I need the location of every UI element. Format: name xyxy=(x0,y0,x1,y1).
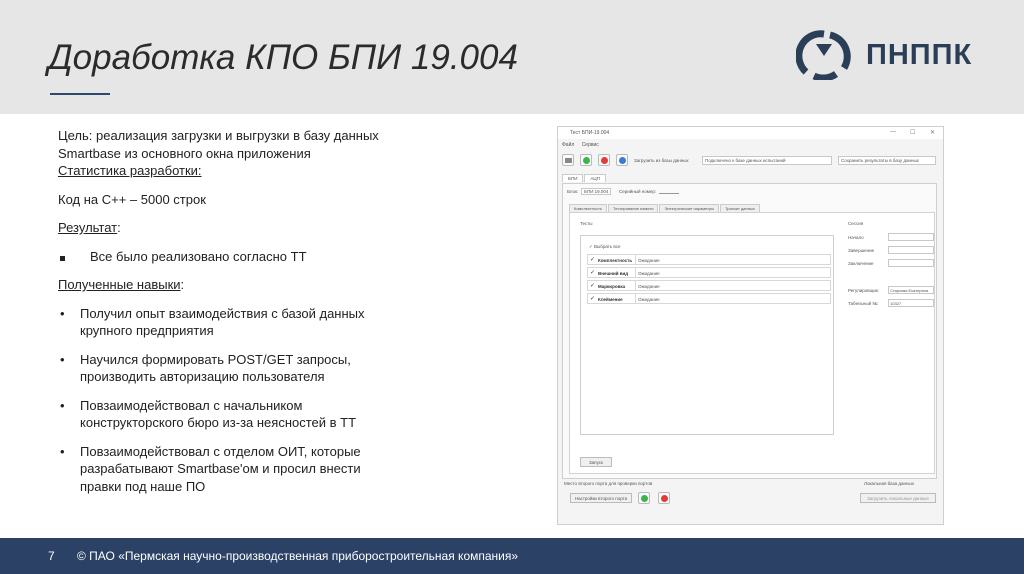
check-icon: ✓ xyxy=(590,296,596,302)
test-row xyxy=(587,280,831,291)
select-all-checkbox: ✓ Выбрать все xyxy=(589,244,621,249)
tests-box xyxy=(580,235,834,435)
slide-footer xyxy=(0,538,1024,574)
test-status: Ожидание xyxy=(638,284,660,289)
minimize-icon: — xyxy=(890,129,896,135)
tests-panel xyxy=(569,212,935,474)
device-panel xyxy=(562,183,937,479)
slide-title: Доработка КПО БПИ 19.004 xyxy=(48,38,518,77)
stats-heading: Статистика разработки: xyxy=(58,163,202,178)
test-name: Внешний вид xyxy=(598,271,629,276)
bottom-area xyxy=(562,481,940,523)
check-icon: ✓ xyxy=(590,283,596,289)
test-status: Ожидание xyxy=(638,258,660,263)
tab-number-label: Табельный №: xyxy=(848,301,879,306)
session-start-field xyxy=(888,233,934,241)
copyright-text: © ПАО «Пермская научно-производственная приборостроительная компания» xyxy=(77,549,519,563)
skill-line: крупного предприятия xyxy=(80,323,214,338)
tests-label: Тесты xyxy=(580,221,593,226)
slide-header xyxy=(0,0,1024,114)
stop-icon xyxy=(598,154,610,166)
tab-completeness: Комплектность xyxy=(569,204,607,212)
session-label: Сессия xyxy=(848,221,864,226)
local-db-label: Локальная база данных xyxy=(864,481,914,486)
load-local-data-button: Загрузить локальные данные xyxy=(860,493,936,503)
test-row xyxy=(587,293,831,304)
test-status: Ожидание xyxy=(638,271,660,276)
bullet-mark: • xyxy=(60,351,65,367)
code-line: Код на С++ – 5000 строк xyxy=(58,191,206,207)
test-row xyxy=(587,267,831,278)
skill-line: правки под наше ПО xyxy=(80,478,206,494)
app-screenshot xyxy=(557,126,944,525)
maximize-icon: ☐ xyxy=(910,130,916,136)
session-conclusion-label: Заключение xyxy=(848,261,874,266)
goal-line-2: Smartbase из основного окна приложения xyxy=(58,145,311,161)
skill-line: Повзаимодействовал с отделом ОИТ, которые xyxy=(80,443,361,459)
skill-line: конструкторского бюро из-за неясностей в ТТ xyxy=(80,415,357,430)
tab-number-field: 10327 xyxy=(888,299,934,307)
skill-item xyxy=(58,305,458,340)
globe-icon xyxy=(616,154,628,166)
second-port-label: Место второго порта для проверки портов xyxy=(564,481,653,486)
app-menubar xyxy=(562,142,605,148)
bullet-mark: • xyxy=(60,397,65,413)
app-titlebar xyxy=(558,127,943,139)
page-number: 7 xyxy=(48,549,55,563)
skill-line: производить авторизацию пользователя xyxy=(80,369,325,384)
skill-item xyxy=(58,443,458,496)
app-toolbar xyxy=(560,154,940,168)
slide-body xyxy=(58,127,458,506)
result-item xyxy=(58,248,458,266)
result-heading: Результат xyxy=(58,220,118,235)
test-name: Маркировка xyxy=(598,284,626,289)
load-from-db-button: Загрузить из базы данных xyxy=(634,158,689,163)
second-port-settings-button: Настройки второго порта xyxy=(570,493,632,503)
skills-colon: : xyxy=(180,277,185,292)
test-status: Ожидание xyxy=(638,297,660,302)
bullet-mark: • xyxy=(60,305,65,321)
title-underline xyxy=(50,93,110,95)
block-label: Блок: xyxy=(567,189,579,194)
skill-line: Повзаимодействовал с начальником xyxy=(80,397,303,413)
check-icon: ✓ xyxy=(590,270,596,276)
session-conclusion-field xyxy=(888,259,934,267)
tab-transit: Транзит данных xyxy=(720,204,760,212)
goal-line-1: Цель: реализация загрузки и выгрузки в базу данных xyxy=(58,128,379,143)
session-end-field xyxy=(888,246,934,254)
result-item-text: Все было реализовано согласно ТТ xyxy=(90,248,307,264)
check-icon: ✓ xyxy=(590,257,596,263)
company-logo-icon xyxy=(796,30,852,80)
bullet-mark: • xyxy=(60,443,65,459)
logo-text: ПНППК xyxy=(866,39,973,71)
serial-label: Серийный номер: xyxy=(619,189,657,194)
session-end-label: Завершение xyxy=(848,248,875,253)
save-to-db-dropdown: Сохранить результаты в базу данных xyxy=(838,156,936,165)
device-tabs xyxy=(562,174,607,182)
skill-line: разрабатывают Smartbase'ом и просил внести xyxy=(80,461,361,476)
tab-bpi: БПИ xyxy=(562,174,583,182)
session-start-label: Начало xyxy=(848,235,864,240)
tab-memory: Тестирование памяти xyxy=(608,204,658,212)
skill-line: Получил опыт взаимодействия с базой данных xyxy=(80,305,365,321)
skills-heading: Полученные навыки xyxy=(58,277,181,292)
test-name: Клеймение xyxy=(598,297,623,302)
result-heading-row xyxy=(58,219,458,237)
close-icon: ✕ xyxy=(930,130,936,136)
serial-field xyxy=(659,193,679,194)
stop-icon xyxy=(658,492,670,504)
test-name: Комплектность xyxy=(598,258,633,263)
regulator-label: Регулировщик: xyxy=(848,288,880,293)
app-window-title: Тест БПИ-19.004 xyxy=(570,130,610,136)
tab-electrical: Электрические параметры xyxy=(659,204,719,212)
square-bullet-icon xyxy=(58,248,80,266)
play-icon xyxy=(638,492,650,504)
tab-adc: АЦП xyxy=(584,174,606,182)
regulator-field: Старкова Екатерина xyxy=(888,286,934,294)
result-colon: : xyxy=(117,220,121,235)
menu-file: Файл xyxy=(562,142,575,148)
goal-block xyxy=(58,127,458,180)
skill-line: Научился формировать POST/GET запросы, xyxy=(80,351,351,367)
block-select: БПИ 19.004 xyxy=(581,188,611,195)
menu-lines-icon xyxy=(562,154,574,166)
play-icon xyxy=(580,154,592,166)
skills-heading-row xyxy=(58,276,458,294)
start-button: Запуск xyxy=(580,457,612,467)
db-status-field: Подключено к базе данных испытаний xyxy=(702,156,832,165)
test-tabs xyxy=(569,204,761,212)
skill-item xyxy=(58,351,458,386)
test-row xyxy=(587,254,831,265)
menu-service: Сервис xyxy=(581,142,599,148)
skill-item xyxy=(58,397,458,432)
